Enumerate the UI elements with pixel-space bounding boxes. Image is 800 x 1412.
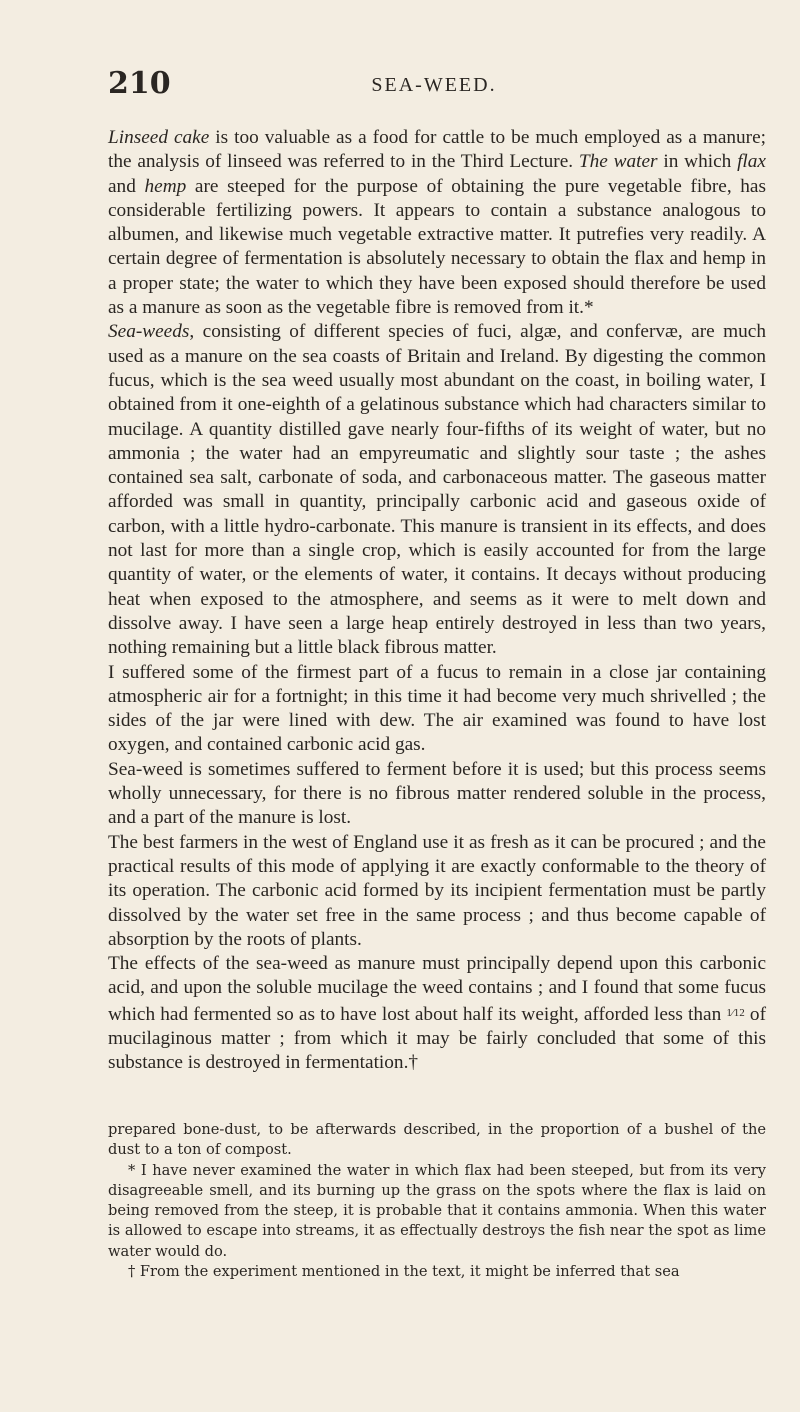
footnote: † From the experiment mentioned in the text, it might be inferred that sea: [128, 1263, 680, 1281]
page-header: [108, 66, 760, 106]
paragraph: Sea-weed is sometimes suffered to ferment before it is used; but this process seems wholly unnecessary, for there is no fibrous matter rendered soluble in the process, and a part of the manure is lost.: [108, 758, 766, 829]
page-number: 210: [108, 66, 171, 101]
footnote: prepared bone-dust, to be afterwards described, in the proportion of a bushel of the dust to a ton of compost.: [108, 1121, 766, 1159]
running-head: SEA-WEED.: [371, 74, 497, 96]
paragraph: Linseed cake is too valuable as a food for cattle to be much employed as a manure; the analysis of linseed was referred to in the Third Lecture. The water in which flax and hemp are steeped for the purpose of obtaining the pure vegetable fibre, has considerable fertilizing powers. It appears to contain a substance analogous to albumen, and likewise much vegetable extractive matter. It putrefies very readily. A certain degree of fermentation is absolutely necessary to obtain the flax and hemp in a proper state; the water to which they have been exposed should therefore be used as a manure as soon as the vegetable fibre is removed from it.*: [108, 127, 766, 319]
footnotes: [108, 1120, 766, 1282]
paragraph: I suffered some of the firmest part of a fucus to remain in a close jar containing atmospheric air for a fortnight; in this time it had become very much shrivelled ; the sides of the jar were lined with dew. The air examined was found to have lost oxygen, and contained carbonic acid gas.: [108, 661, 766, 756]
paragraph: The effects of the sea-weed as manure must principally depend upon this carbonic acid, and upon the soluble mucilage the weed contains ; and I found that some fucus which had fermented so as to have lost about half its weight, afforded less than $^{1⁄12}$ of mucilaginous matter ; from which it may be fairly concluded that some of this substance is destroyed in fermentation.†: [108, 953, 766, 1074]
paragraph: Sea-weeds, consisting of different species of fuci, algæ, and confervæ, are much used as a manure on the sea coasts of Britain and Ireland. By digesting the common fucus, which is the sea weed usually most abundant on the coast, in boiling water, I obtained from it one-eighth of a gelatinous substance which had characters similar to mucilage. A quantity distilled gave nearly four-fifths of its weight of water, but no ammonia ; the water had an empyreumatic and slightly sour taste ; the ashes contained sea salt, carbonate of soda, and carbonaceous matter. The gaseous matter afforded was small in quantity, principally carbonic acid and gaseous oxide of carbon, with a little hydro-carbonate. This manure is transient in its effects, and does not last for more than a single crop, which is easily accounted for from the large quantity of water, or the elements of water, it contains. It decays without producing heat when exposed to the atmosphere, and seems as it were to melt down and dissolve away. I have seen a large heap entirely destroyed in less than two years, nothing remaining but a little black fibrous matter.: [108, 321, 766, 659]
main-text: [108, 126, 766, 1076]
paragraph: The best farmers in the west of England use it as fresh as it can be procured ; and the practical results of this mode of applying it are exactly conformable to the theory of its operation. The carbonic acid formed by its incipient fermentation must be partly dissolved by the water set free in the same process ; and thus become capable of absorption by the roots of plants.: [108, 831, 766, 950]
footnote: * I have never examined the water in which flax had been steeped, but from its very disagreeable smell, and its burning up the grass on the spots where the flax is laid on being removed from the steep, it is probable that it contains ammonia. When this water is allowed to escape into streams, it as effectually destroys the fish near the spot as lime water would do.: [108, 1161, 766, 1260]
fraction: 1⁄12: [726, 1006, 745, 1019]
